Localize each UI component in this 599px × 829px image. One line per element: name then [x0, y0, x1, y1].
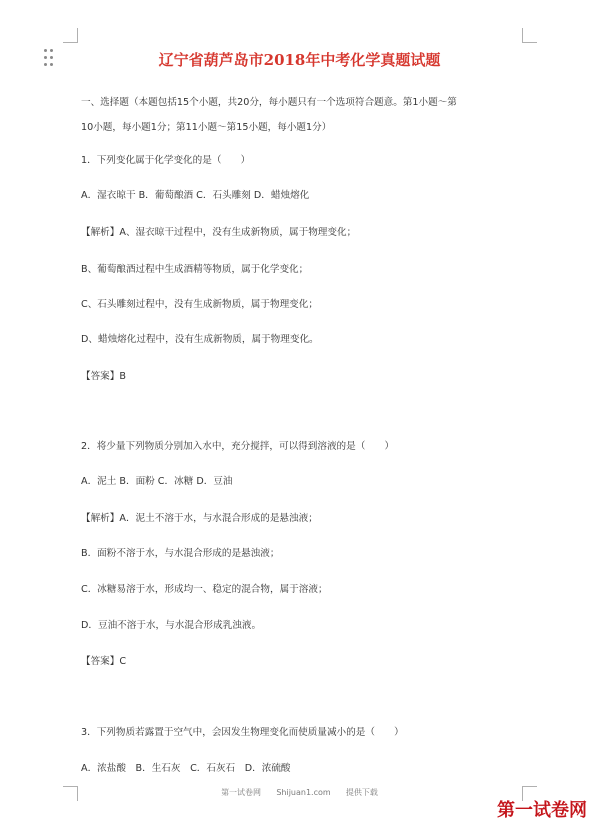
question-1-analysis-c: C、石头雕刻过程中，没有生成新物质，属于物理变化； [81, 299, 318, 310]
question-3-options: A．浓盐酸 B．生石灰 C．石灰石 D．浓硫酸 [81, 763, 291, 774]
question-3: 3．下列物质若露置于空气中，会因发生物理变化而使质量减小的是（ ） [81, 727, 404, 738]
question-1-analysis-d: D、蜡烛熔化过程中，没有生成新物质，属于物理变化。 [81, 334, 319, 345]
crop-mark-top-left [63, 28, 78, 43]
brand-watermark: 第一试卷网 [497, 800, 587, 821]
question-2-options: A．泥土 B．面粉 C．冰糖 D．豆油 [81, 476, 233, 487]
question-2-analysis-b: B．面粉不溶于水，与水混合形成的是悬浊液； [81, 548, 280, 559]
document-title: 辽宁省葫芦岛市2018年中考化学真题试题 [158, 51, 441, 69]
section-heading-line-1: 一、选择题（本题包括15个小题，共20分，每小题只有一个选项符合题意。第1小题～第 [81, 97, 457, 108]
question-1: 1．下列变化属于化学变化的是（ ） [81, 155, 251, 166]
question-2-analysis-d: D．豆油不溶于水，与水混合形成乳浊液。 [81, 620, 262, 631]
question-1-answer: 【答案】B [81, 371, 126, 382]
section-heading-line-2: 10小题，每小题1分；第11小题～第15小题，每小题1分） [81, 122, 332, 133]
question-1-analysis-b: B、葡萄酿酒过程中生成酒精等物质，属于化学变化； [81, 264, 309, 275]
question-1-analysis-a: 【解析】A、湿衣晾干过程中，没有生成新物质，属于物理变化； [81, 227, 357, 238]
question-2-answer: 【答案】C [81, 656, 127, 667]
question-1-options: A．湿衣晾干 B．葡萄酿酒 C．石头雕刻 D．蜡烛熔化 [81, 190, 310, 201]
question-2: 2．将少量下列物质分别加入水中，充分搅拌，可以得到溶液的是（ ） [81, 441, 395, 452]
question-2-analysis-c: C．冰糖易溶于水，形成均一、稳定的混合物，属于溶液； [81, 584, 328, 595]
crop-mark-top-right [522, 28, 537, 43]
question-2-analysis-a: 【解析】A．泥土不溶于水，与水混合形成的是悬浊液； [81, 513, 318, 524]
page-footer: 第一试卷网 Shijuan1.com 提供下载 [221, 788, 378, 797]
